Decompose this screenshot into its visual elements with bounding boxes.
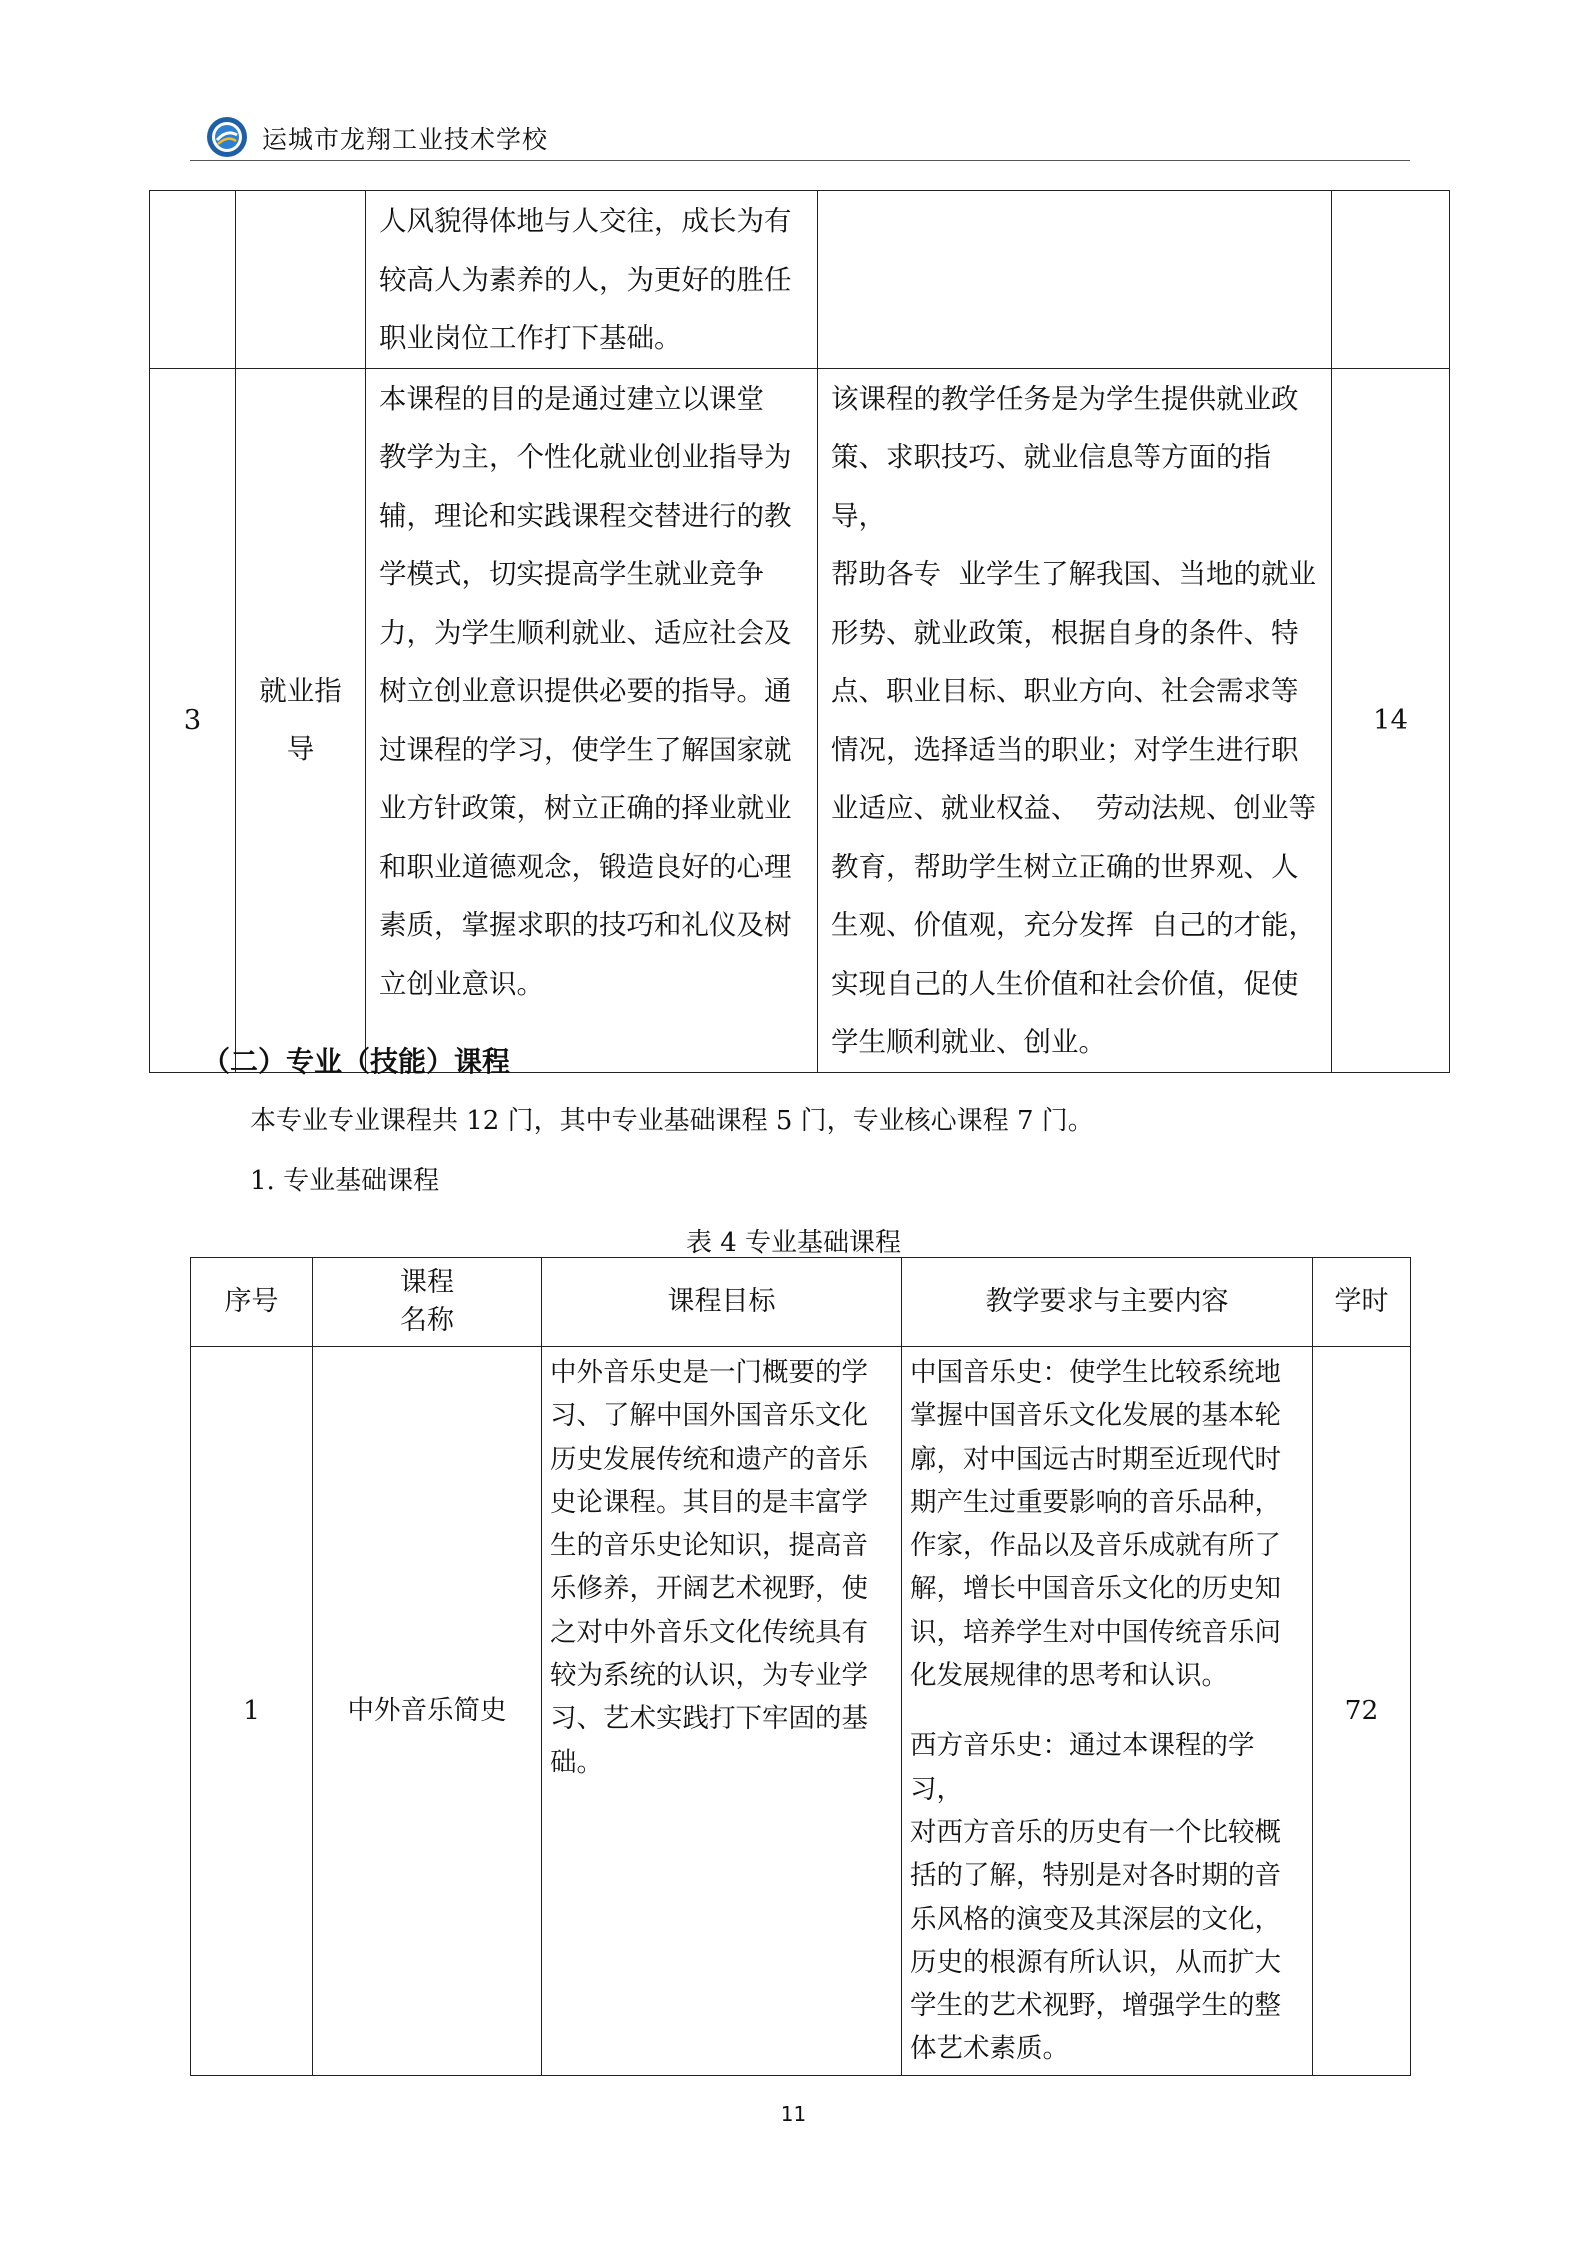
cell-content [902, 1347, 1313, 2076]
cell-no [150, 191, 236, 369]
text-line: 识，培养学生对中国传统音乐问 [910, 1616, 1281, 1648]
content-paragraph-chinese-history [910, 1351, 1304, 1697]
text-line: 中国音乐史：使学生比较系统地 [910, 1357, 1281, 1388]
header-name [313, 1258, 542, 1347]
course-table-continued [149, 190, 1450, 1073]
text-line: 西方音乐史：通过本课程的学习， [910, 1730, 1255, 1805]
header-hours: 学时 [1313, 1258, 1411, 1347]
text-line: 学生顺利就业、创业。 [831, 1026, 1106, 1058]
sub-heading: 1. 专业基础课程 [250, 1166, 440, 1196]
text-line: 该课程的教学任务是为学生提供就业政 [831, 382, 1299, 415]
text-line: 之对中外音乐文化传统具有 [550, 1616, 868, 1648]
text-line: 括的了解，特别是对各时期的音 [910, 1860, 1281, 1892]
cell-content [818, 191, 1332, 369]
text-line: 导 [286, 733, 315, 765]
text-line: 解，增长中国音乐文化的历史知 [910, 1573, 1281, 1605]
text-line: 业方针政策，树立正确的择业就业 [379, 792, 792, 824]
cell-no: 3 [150, 368, 236, 1072]
text-line: 历史的根源有所认识，从而扩大 [910, 1946, 1281, 1978]
text-line: 中外音乐史是一门概要的学 [550, 1357, 868, 1388]
text-line: 化发展规律的思考和认识。 [910, 1660, 1228, 1692]
text-line: 生观、价值观，充分发挥 自己的才能， [831, 909, 1316, 941]
text-line: 乐修养，开阔艺术视野，使 [550, 1573, 868, 1605]
text-line: 体艺术素质。 [910, 2033, 1069, 2065]
cell-no: 1 [191, 1347, 313, 2076]
cell-objective [542, 1347, 902, 2076]
text-line: 帮助各专 业学生了解我国、当地的就业 [831, 558, 1316, 590]
text-line: 情况，选择适当的职业；对学生进行职 [831, 733, 1299, 766]
table-row [150, 368, 1450, 1072]
page-header [190, 100, 1410, 162]
cell-name [236, 368, 366, 1072]
text-line: 学模式，切实提高学生就业竞争 [379, 558, 764, 590]
text-line: 职业岗位工作打下基础。 [379, 322, 682, 354]
text-line: 习、了解中国外国音乐文化 [550, 1400, 868, 1432]
text-line: 立创业意识。 [379, 967, 544, 1000]
text-line: 乐风格的演变及其深层的文化， [910, 1903, 1281, 1935]
text-line: 实现自己的人生价值和社会价值，促使 [831, 967, 1299, 1000]
header-content: 教学要求与主要内容 [902, 1258, 1313, 1347]
page-number: 11 [780, 2102, 807, 2126]
text-line: 作家，作品以及音乐成就有所了 [910, 1530, 1281, 1562]
text-line: 习、艺术实践打下牢固的基 [550, 1703, 868, 1735]
school-name: 运城市龙翔工业技术学校 [262, 125, 549, 154]
cell-content [818, 368, 1332, 1072]
text-line: 和职业道德观念，锻造良好的心理 [379, 850, 792, 883]
cell-hours: 72 [1313, 1347, 1411, 2076]
text-line: 就业指 [259, 674, 342, 707]
text-line: 树立创业意识提供必要的指导。通 [379, 675, 792, 707]
text-line: 对西方音乐的历史有一个比较概 [910, 1816, 1281, 1848]
text-line: 力，为学生顺利就业、适应社会及 [379, 616, 792, 649]
text-line: 辅，理论和实践课程交替进行的教 [379, 499, 792, 532]
text-line: 历史发展传统和遗产的音乐 [550, 1443, 868, 1475]
text-line: 生的音乐史论知识，提高音 [550, 1530, 868, 1562]
text-line: 掌握中国音乐文化发展的基本轮 [910, 1400, 1281, 1432]
text-line: 人风貌得体地与人交往，成长为有 [379, 205, 792, 237]
cell-hours: 14 [1332, 368, 1450, 1072]
text-line: 廓，对中国远古时期至近现代时 [910, 1443, 1281, 1475]
header-divider [190, 160, 1410, 161]
header-name-line: 课程 [400, 1267, 454, 1298]
header-name-line: 名称 [400, 1305, 454, 1336]
cell-name [236, 191, 366, 369]
table-row [150, 191, 1450, 369]
cell-hours [1332, 191, 1450, 369]
section-intro: 本专业专业课程共 12 门，其中专业基础课程 5 门，专业核心课程 7 门。 [250, 1106, 1094, 1136]
school-logo-icon [205, 115, 249, 159]
text-line: 本课程的目的是通过建立以课堂 [379, 382, 764, 415]
text-line: 形势、就业政策，根据自身的条件、特 [831, 616, 1299, 649]
table-caption: 表 4 专业基础课程 [685, 1228, 902, 1258]
text-line: 较为系统的认识，为专业学 [550, 1660, 868, 1692]
header-no: 序号 [191, 1258, 313, 1347]
table-header-row [191, 1258, 1411, 1347]
text-line: 教育，帮助学生树立正确的世界观、人 [831, 850, 1299, 883]
text-line: 教学为主，个性化就业创业指导为 [379, 441, 792, 473]
cell-name: 中外音乐简史 [313, 1347, 542, 2076]
text-line: 业适应、就业权益、 劳动法规、创业等 [831, 792, 1316, 824]
cell-objective [366, 368, 818, 1072]
text-line: 础。 [550, 1746, 603, 1778]
foundation-course-table [190, 1257, 1411, 2076]
content-paragraph-western-history [910, 1724, 1304, 2070]
text-line: 素质，掌握求职的技巧和礼仪及树 [379, 909, 792, 941]
header-objective: 课程目标 [542, 1258, 902, 1347]
text-line: 策、求职技巧、就业信息等方面的指导， [831, 441, 1271, 532]
text-line: 较高人为素养的人，为更好的胜任 [379, 263, 792, 296]
text-line: 点、职业目标、职业方向、社会需求等 [831, 675, 1299, 707]
cell-objective [366, 191, 818, 369]
text-line: 史论课程。其目的是丰富学 [550, 1486, 868, 1518]
table-row [191, 1347, 1411, 2076]
text-line: 期产生过重要影响的音乐品种， [910, 1486, 1281, 1518]
text-line: 过课程的学习，使学生了解国家就 [379, 733, 792, 766]
section-heading: （二）专业（技能）课程 [202, 1045, 511, 1078]
text-line: 学生的艺术视野，增强学生的整 [910, 1990, 1281, 2022]
